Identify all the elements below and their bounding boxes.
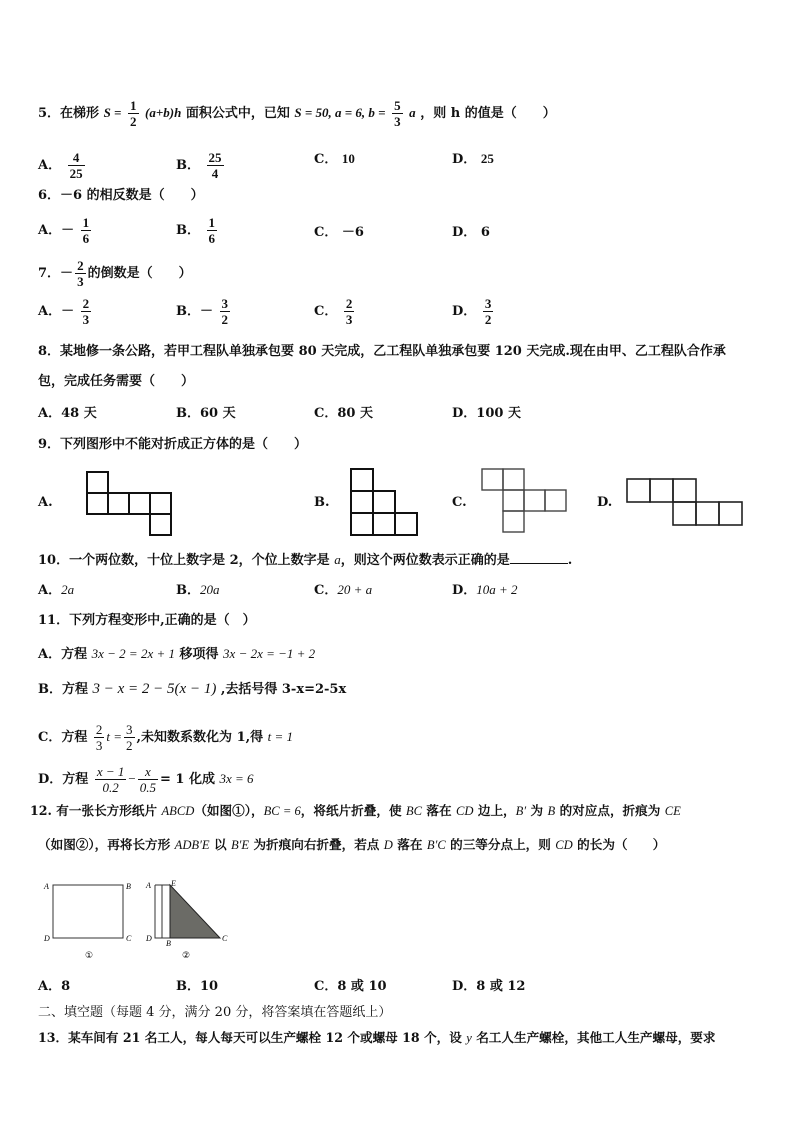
net-square (719, 502, 742, 525)
q11-stem: 11．下列方程变形中,正确的是（ ） (38, 613, 256, 628)
option-label: A． (38, 979, 62, 994)
net-square (503, 511, 524, 532)
fraction-denominator: 3 (95, 738, 103, 753)
q5-formula-rest: (a+b)h (145, 105, 182, 120)
net-square (150, 514, 171, 535)
option-fraction (94, 722, 105, 753)
net-square (673, 502, 696, 525)
option-label: A． (38, 583, 62, 598)
fraction-denominator: 3 (82, 312, 90, 327)
q10-option-d[interactable] (452, 581, 518, 600)
net-square (650, 479, 673, 502)
option-minus: − (128, 771, 136, 786)
option-label: A． (38, 158, 62, 173)
q6-option-a[interactable] (38, 215, 93, 246)
net-square (87, 493, 108, 514)
q12-math: CE (664, 804, 681, 818)
option-label: D． (452, 225, 477, 240)
q6-option-b[interactable] (176, 215, 219, 246)
answer-blank[interactable] (510, 551, 568, 564)
q5-given-a: a (409, 105, 416, 120)
option-label: D． (452, 979, 477, 994)
q5-stem-mid: 面积公式中，已知 (185, 106, 295, 121)
option-label: B． (176, 223, 200, 238)
fraction-denominator: 2 (484, 312, 492, 327)
option-fraction (68, 150, 85, 181)
net-square (87, 472, 108, 493)
option-fraction (220, 296, 231, 327)
fraction-numerator: 25 (208, 150, 222, 165)
option-label: B．方程 (38, 682, 93, 697)
q12-text: 边上， (473, 803, 516, 818)
option-sign: － (200, 303, 214, 318)
option-value: 2a (61, 582, 75, 597)
q12-math: D (383, 838, 393, 852)
option-text: ,去括号得 3-x=2-5x (216, 682, 347, 697)
fraction-numerator: 1 (208, 215, 216, 230)
q9-option-a-label[interactable]: A. (38, 495, 53, 510)
q10-stem-end: . (567, 553, 573, 568)
q5-option-d[interactable] (452, 150, 494, 169)
option-fraction (138, 764, 158, 795)
q5-formula-s: S = (103, 105, 122, 120)
q5-option-a[interactable] (38, 150, 87, 181)
option-value: 10 (341, 151, 355, 166)
option-label: C． (314, 979, 338, 994)
fraction-numerator: 3 (221, 296, 229, 311)
q7-option-d[interactable] (452, 296, 495, 327)
option-value: －6 (341, 225, 364, 240)
q10-stem-post: ，则这个两位数表示正确的是 (340, 553, 510, 568)
option-fraction (483, 296, 494, 327)
q12-text: 为 (526, 803, 548, 818)
option-text: 移项得 (174, 647, 224, 662)
option-label: C． (314, 583, 338, 598)
fraction-numerator: x (138, 764, 158, 780)
option-text: = 1 化成 (159, 772, 220, 787)
q6-stem: 6．－6 的相反数是（ ） (38, 188, 204, 203)
option-fraction (344, 296, 355, 327)
q10-stem (38, 551, 572, 570)
q11-option-c[interactable] (38, 722, 293, 753)
q12-math: CD (455, 804, 474, 818)
q12-text: 的长为（ ） (572, 837, 666, 852)
net-square (351, 491, 373, 513)
q7-number: 7． (38, 266, 61, 281)
net-square (673, 479, 696, 502)
fraction-denominator: 0.5 (139, 780, 156, 795)
q12-option-b[interactable] (176, 978, 218, 996)
q12-figure-2 (142, 878, 242, 962)
q12-figure-1 (40, 878, 140, 962)
q9-stem: 9．下列图形中不能对折成正方体的是（ ） (38, 437, 308, 452)
q11-option-a[interactable] (38, 645, 315, 664)
net-square (351, 513, 373, 535)
fraction-numerator: 2 (77, 258, 84, 273)
fraction-denominator: 3 (345, 312, 353, 327)
net-square (545, 490, 566, 511)
q12-math: B′C (426, 838, 446, 852)
q5-frac-num: 1 (130, 98, 137, 113)
q12-math: B′ (515, 804, 527, 818)
q12-option-a[interactable] (38, 978, 70, 996)
q9-net-b[interactable] (350, 468, 418, 536)
fraction-numerator: 2 (82, 296, 90, 311)
point-label-a: A (146, 881, 151, 890)
q12-text: 的对应点，折痕为 (555, 803, 665, 818)
q10-stem-pre: 10．一个两位数，十位上数字是 2，个位上数字是 (38, 553, 335, 568)
point-label-b: B (126, 882, 131, 891)
option-result: t = 1 (267, 729, 294, 744)
option-result: 3x − 2x = −1 + 2 (223, 646, 316, 661)
option-value: 20a (200, 582, 220, 597)
q11-option-b[interactable] (38, 680, 346, 699)
option-label: B． (176, 583, 200, 598)
option-label: C． (314, 152, 338, 167)
fraction-numerator: 2 (345, 296, 353, 311)
q12-text: （如图②），再将长方形 (38, 837, 175, 852)
option-sign: － (61, 223, 75, 238)
fraction-numerator: 1 (82, 215, 90, 230)
q5-given: S = 50, a = 6, b = (294, 105, 386, 120)
q9-net-a[interactable] (86, 471, 172, 537)
option-label: A． (38, 406, 62, 421)
q8-stem-line2: 包，完成任务需要（ ） (38, 374, 195, 389)
net-square (395, 513, 417, 535)
option-label: D． (452, 152, 477, 167)
net-square (108, 493, 129, 514)
q9-net-c[interactable] (481, 468, 567, 534)
q10-option-c[interactable] (314, 581, 372, 600)
option-label: A．方程 (38, 647, 92, 662)
fraction-denominator: 6 (208, 231, 216, 246)
option-fraction (81, 215, 92, 246)
q8-option-d[interactable] (452, 405, 521, 423)
q7-stem (38, 258, 192, 289)
option-label: D． (452, 304, 477, 319)
option-fraction (124, 722, 135, 753)
q12-text: 为折痕向右折叠，若点 (249, 837, 384, 852)
point-label-c: C (222, 934, 228, 943)
option-var: t = (106, 729, 123, 744)
q7-stem-post: 的倒数是（ ） (87, 266, 192, 281)
option-equation: 3 − x = 2 − 5(x − 1) (92, 681, 217, 697)
option-label: C． (314, 225, 338, 240)
q12-math: ABCD (161, 804, 195, 818)
q8-option-a[interactable] (38, 405, 97, 423)
point-label-d: D (44, 934, 50, 943)
q5-stem-post: ，则 h 的值是（ ） (420, 106, 556, 121)
q8-stem-line1: 8．某地修一条公路，若甲工程队单独承包要 80 天完成，乙工程队单独承包要 120 天完成.现在由甲、乙工程队合作承 (38, 344, 726, 359)
option-value: 8 或 10 (337, 979, 387, 994)
option-result: 3x = 6 (219, 771, 254, 786)
q5-option-b[interactable] (176, 150, 226, 181)
point-label-a: A (44, 882, 49, 891)
q7-option-a[interactable] (38, 296, 93, 327)
q6-option-d[interactable] (452, 224, 490, 242)
q12-math: BC = 6 (263, 804, 301, 818)
q9-option-d-label[interactable]: D. (597, 495, 613, 510)
q12-stem-line2 (38, 836, 665, 854)
q12-text: ，将纸片折叠，使 (300, 803, 406, 818)
option-value: 8 (61, 979, 71, 994)
q12-math: CD (555, 838, 573, 852)
option-value: 10a + 2 (476, 582, 518, 597)
option-label: C． (314, 304, 338, 319)
net-square (129, 493, 150, 514)
q12-text: （如图①）， (194, 803, 264, 818)
q5-given-fraction (392, 98, 403, 129)
q13-var: y (466, 1031, 472, 1045)
net-square (482, 469, 503, 490)
option-value: 25 (480, 151, 494, 166)
point-label-c: C (126, 934, 132, 943)
net-square (373, 513, 395, 535)
q5-stem-pre: 5．在梯形 (38, 106, 100, 121)
option-label: C．方程 (38, 730, 92, 745)
point-label-e: E (171, 879, 176, 888)
q5-frac-den: 2 (130, 114, 137, 129)
q12-math: ADB′E (174, 838, 210, 852)
q12-text: 落在 (422, 803, 456, 818)
q12-text: 落在 (392, 837, 427, 852)
q12-text: 12. 有一张长方形纸片 (30, 803, 162, 818)
q10-option-b[interactable] (176, 581, 220, 600)
option-fraction (95, 764, 127, 795)
option-fraction (81, 296, 92, 327)
q12-text: 的三等分点上，则 (445, 837, 556, 852)
q12-option-d[interactable] (452, 978, 525, 996)
q11-option-d[interactable] (38, 764, 254, 795)
option-value: 100 天 (476, 406, 521, 421)
q8-option-b[interactable] (176, 405, 236, 423)
option-value: 60 天 (200, 406, 236, 421)
option-label: C． (314, 406, 338, 421)
q12-math: BC (405, 804, 423, 818)
fraction-denominator: 2 (126, 738, 133, 753)
q7-sign: － (60, 265, 74, 280)
section-title: 二、填空题（每题 4 分，满分 20 分，将答案填在答题纸上） (38, 1005, 392, 1020)
option-fraction (207, 150, 224, 181)
net-square (524, 490, 545, 511)
fraction-denominator: 3 (77, 274, 84, 289)
option-value: 6 (480, 225, 490, 240)
net-square (351, 469, 373, 491)
q9-option-b-label[interactable]: B. (314, 495, 330, 510)
q8-option-c[interactable] (314, 405, 373, 423)
net-square (150, 493, 171, 514)
q7-option-b[interactable] (176, 296, 232, 327)
option-label: D． (452, 406, 477, 421)
option-sign: － (61, 303, 75, 318)
option-label: B． (176, 406, 200, 421)
option-label: A． (38, 304, 62, 319)
fraction-numerator: 3 (126, 722, 133, 737)
q12-text: 以 (209, 837, 231, 852)
q12-math: B (547, 804, 556, 818)
point-label-b: B (166, 939, 171, 948)
q6-option-c[interactable] (314, 224, 364, 242)
fraction-numerator: 2 (95, 722, 103, 737)
option-label: D．方程 (38, 772, 93, 787)
option-value: 80 天 (337, 406, 373, 421)
q5-option-c[interactable] (314, 150, 355, 169)
fraction-numerator: 3 (484, 296, 492, 311)
q5-given-den: 3 (394, 114, 401, 129)
q5-formula-fraction (128, 98, 139, 129)
net-square (373, 491, 395, 513)
option-value: 8 或 12 (476, 979, 526, 994)
q13-text: 13．某车间有 21 名工人，每人每天可以生产螺栓 12 个或螺母 18 个，设 (38, 1030, 467, 1045)
q5-stem (38, 98, 556, 129)
q5-given-num: 5 (394, 98, 401, 113)
folded-triangle (170, 885, 220, 938)
fraction-denominator: 4 (211, 166, 219, 181)
point-label-d: D (146, 934, 152, 943)
option-label: B． (176, 304, 200, 319)
fraction-denominator: 0.2 (102, 780, 119, 795)
rectangle-abcd (53, 885, 123, 938)
net-square (503, 490, 524, 511)
q9-option-c-label[interactable]: C. (452, 495, 467, 510)
net-square (696, 502, 719, 525)
fraction-denominator: 25 (69, 166, 83, 181)
option-fraction (207, 215, 218, 246)
option-value: 20 + a (337, 582, 373, 597)
q13-text: 名工人生产螺栓，其他工人生产螺母，要求 (471, 1030, 716, 1045)
fraction-numerator: 4 (68, 150, 85, 166)
q12-stem-line1 (30, 802, 681, 820)
net-square (503, 469, 524, 490)
option-label: B． (176, 158, 200, 173)
option-label: A． (38, 223, 62, 238)
q7-option-c[interactable] (314, 296, 356, 327)
fraction-numerator: x − 1 (96, 764, 125, 779)
option-label: D． (452, 583, 477, 598)
q10-var: a (334, 552, 341, 567)
option-value: 48 天 (61, 406, 97, 421)
figure-caption: ② (182, 951, 191, 961)
q7-fraction (75, 258, 86, 289)
q10-option-a[interactable] (38, 581, 74, 600)
q12-math: B′E (230, 838, 250, 852)
option-equation: 3x − 2 = 2x + 1 (91, 646, 175, 661)
q13-stem (38, 1029, 716, 1047)
fraction-denominator: 6 (82, 231, 90, 246)
q12-option-c[interactable] (314, 978, 387, 996)
option-label: B． (176, 979, 200, 994)
fraction-denominator: 2 (221, 312, 229, 327)
q9-net-d[interactable] (626, 478, 744, 528)
figure-caption: ① (85, 951, 94, 961)
option-value: 10 (200, 979, 219, 994)
net-square (627, 479, 650, 502)
option-text: ,未知数系数化为 1,得 (136, 730, 268, 745)
